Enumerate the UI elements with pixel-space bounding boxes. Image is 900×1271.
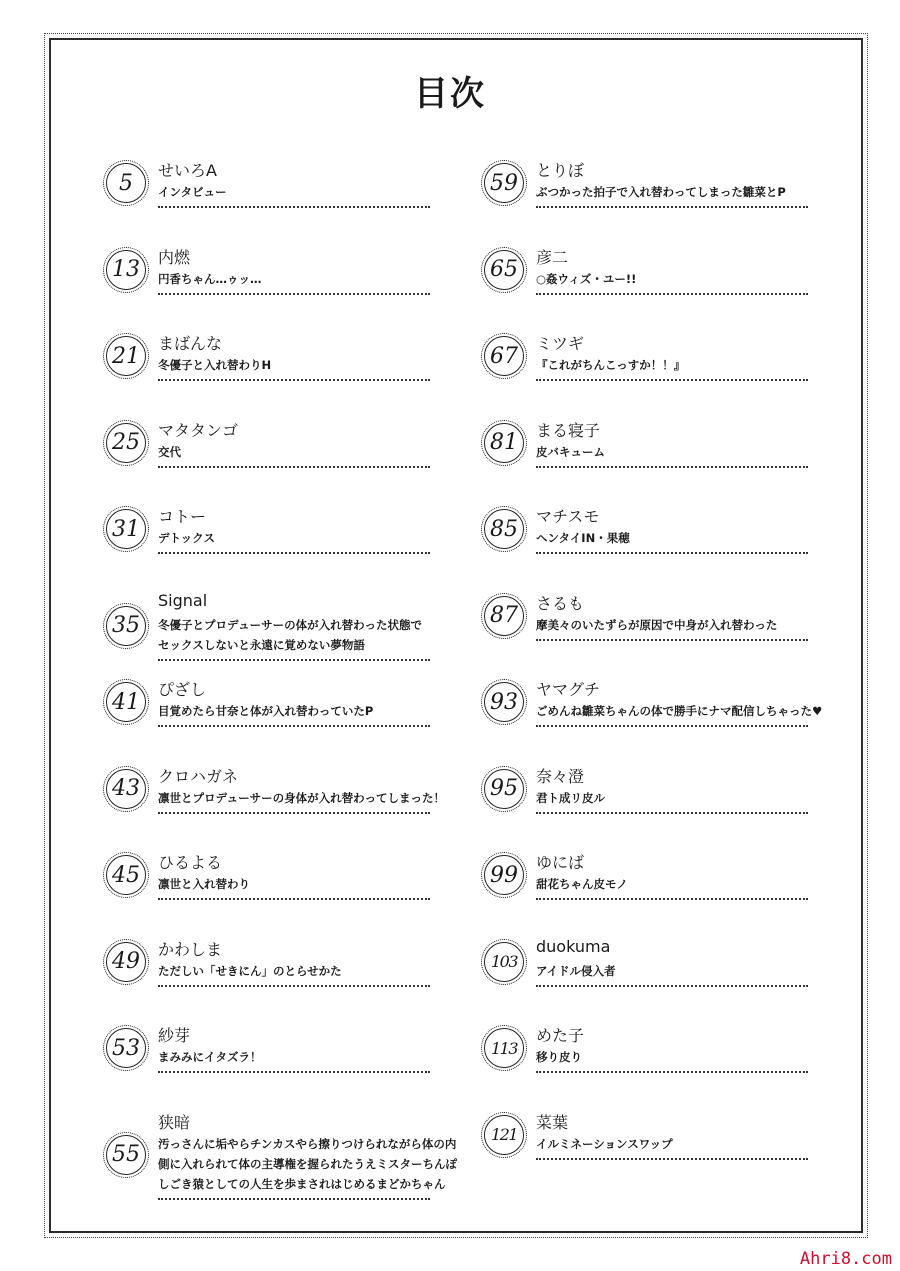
work-title-line: ごめんね雛菜ちゃんの体で勝手にナマ配信しちゃった♥ [536, 704, 823, 718]
author-name: めた子 [536, 1026, 585, 1045]
toc-entry[interactable] [484, 158, 814, 238]
dotted-leader-rule [158, 466, 430, 468]
work-title-line: ただしい「せきにん」のとらせかた [158, 963, 342, 978]
work-title [536, 269, 812, 289]
work-title-line: ぶつかった拍子で入れ替わってしまった雛菜とP [536, 185, 786, 199]
work-title-line: 凛世とプロデューサーの身体が入れ替わってしまった！ [158, 790, 446, 805]
work-title [536, 182, 812, 202]
work-title [158, 788, 446, 808]
toc-entry[interactable] [106, 850, 436, 930]
dotted-leader-rule [536, 985, 808, 987]
toc-entry[interactable] [484, 937, 814, 1017]
work-title-line: 甜花ちゃん皮モノ [536, 877, 628, 891]
dotted-leader-rule [158, 379, 430, 381]
page-number-badge: 5 [106, 163, 146, 203]
page-number-badge: 55 [106, 1135, 146, 1175]
work-title [536, 1047, 812, 1067]
dotted-leader-rule [158, 985, 430, 987]
work-title [536, 355, 812, 375]
toc-entry[interactable] [484, 1023, 814, 1103]
author-name: コトー [158, 507, 207, 526]
toc-entry[interactable] [484, 1110, 814, 1190]
dotted-leader-rule [158, 1071, 430, 1073]
dotted-leader-rule [536, 206, 808, 208]
toc-entry[interactable] [106, 764, 446, 844]
toc-entry[interactable] [484, 331, 814, 411]
work-title [158, 269, 434, 289]
dotted-leader-rule [536, 639, 808, 641]
work-title [158, 701, 434, 721]
work-title-line: 交代 [158, 444, 181, 459]
page-number-badge: 53 [106, 1028, 146, 1068]
toc-entry[interactable] [106, 245, 436, 325]
author-name: 菜葉 [536, 1112, 569, 1132]
page-number-badge: 41 [106, 682, 146, 722]
page-number-badge: 65 [484, 250, 524, 290]
page-number-badge: 95 [484, 769, 524, 809]
work-title [536, 874, 812, 894]
work-title-line: イルミネーションスワップ [536, 1136, 673, 1151]
work-title-line: 側に入れられて体の主導権を握られたうえミスターちんぽ [158, 1156, 457, 1171]
author-name: マタタンゴ [158, 420, 239, 440]
work-title-line: インタビュー [158, 185, 227, 199]
dotted-leader-rule [158, 812, 430, 814]
toc-entry[interactable] [106, 158, 436, 238]
work-title-line: セックスしないと永遠に覚めない夢物語 [158, 637, 365, 652]
work-title-line: 移り皮り [536, 1050, 582, 1064]
toc-entry[interactable] [106, 418, 436, 498]
toc-entry[interactable] [106, 331, 436, 411]
author-name: Signal [158, 590, 208, 610]
author-name: ぴざし [158, 680, 207, 699]
work-title-line: 目覚めたら甘奈と体が入れ替わっていたP [158, 704, 374, 718]
page-number-badge: 113 [484, 1028, 524, 1068]
dotted-leader-rule [536, 293, 808, 295]
page-title: 目次 [414, 74, 486, 114]
work-title [158, 182, 434, 202]
author-name: 奈々澄 [536, 766, 585, 786]
work-title [536, 788, 812, 808]
page-number-badge: 21 [106, 336, 146, 376]
author-name: ひるよる [158, 853, 223, 872]
work-title [158, 874, 434, 894]
page-number-badge: 59 [484, 163, 524, 203]
author-name: せいろA [158, 161, 217, 180]
author-name: クロハガネ [158, 766, 239, 786]
toc-entry[interactable] [484, 504, 814, 584]
work-title-line: ヘンタイIN・果穂 [536, 531, 630, 545]
work-title [158, 528, 434, 548]
dotted-leader-rule [158, 293, 430, 295]
page-number-badge: 43 [106, 769, 146, 809]
page-number-badge: 103 [484, 942, 524, 982]
dotted-leader-rule [536, 898, 808, 900]
work-title [536, 961, 812, 981]
work-title [536, 1134, 812, 1154]
author-name: とりぼ [536, 161, 585, 180]
work-title [158, 1047, 434, 1067]
page-number-badge: 45 [106, 855, 146, 895]
toc-entry[interactable] [484, 245, 814, 325]
author-name: かわしま [158, 939, 223, 959]
work-title [536, 528, 812, 548]
dotted-leader-rule [158, 725, 430, 727]
dotted-leader-rule [158, 1198, 430, 1200]
page-number-badge: 93 [484, 682, 524, 722]
dotted-leader-rule [536, 1071, 808, 1073]
work-title [536, 442, 812, 462]
author-name: 内燃 [158, 247, 191, 267]
dotted-leader-rule [536, 466, 808, 468]
work-title-line: 摩美々のいたずらが原因で中身が入れ替わった [536, 617, 778, 632]
work-title-line: 凛世と入れ替わり [158, 877, 250, 891]
work-title [158, 1134, 457, 1194]
work-title [536, 701, 823, 721]
author-name: 彦二 [536, 247, 569, 267]
toc-entry[interactable] [106, 504, 436, 584]
watermark: Ahri8.com [799, 1249, 892, 1269]
dotted-leader-rule [536, 1158, 808, 1160]
work-title-line: 皮バキューム [536, 444, 605, 459]
work-title-line: 冬優子と入れ替わりH [158, 358, 272, 372]
work-title-line: まみみにイタズラ！ [158, 1050, 262, 1064]
page-number-badge: 49 [106, 942, 146, 982]
toc-entry[interactable] [106, 677, 436, 757]
work-title [158, 442, 434, 462]
work-title-line: しごき猿としての人生を歩まされはじめるまどかちゃん [158, 1176, 446, 1191]
work-title-line: 冬優子とプロデューサーの体が入れ替わった状態で [158, 617, 423, 632]
author-name: まる寝子 [536, 420, 601, 440]
work-title-line: 『これがちんこっすか！！』 [536, 358, 686, 372]
page-number-badge: 13 [106, 250, 146, 290]
dotted-leader-rule [536, 812, 808, 814]
author-name: まばんな [158, 334, 223, 353]
page-number-badge: 67 [484, 336, 524, 376]
toc-entry[interactable] [106, 591, 436, 671]
work-title-line: アイドル侵入者 [536, 963, 616, 978]
page-number-badge: 99 [484, 855, 524, 895]
page-number-badge: 31 [106, 509, 146, 549]
toc-entry[interactable] [484, 764, 814, 844]
toc-entry[interactable] [484, 591, 814, 671]
dotted-leader-rule [536, 379, 808, 381]
page-number-badge: 87 [484, 596, 524, 636]
dotted-leader-rule [158, 552, 430, 554]
work-title-line: ○姦ウィズ・ユー!! [536, 271, 637, 286]
author-name: ミツギ [536, 334, 585, 353]
toc-entry[interactable] [484, 850, 814, 930]
work-title-line: 円香ちゃん…ゥッ… [158, 271, 262, 286]
dotted-leader-rule [158, 206, 430, 208]
author-name: 狭暗 [158, 1112, 191, 1132]
work-title [158, 355, 434, 375]
toc-entry[interactable] [106, 1110, 457, 1191]
page-number-badge: 85 [484, 509, 524, 549]
dotted-leader-rule [536, 725, 808, 727]
toc-entry[interactable] [484, 418, 814, 498]
page-number-badge: 81 [484, 423, 524, 463]
toc-entry[interactable] [106, 937, 436, 1017]
author-name: ゆにば [536, 853, 585, 872]
toc-entry[interactable] [106, 1023, 436, 1103]
page-number-badge: 35 [106, 606, 146, 646]
work-title-line: デトックス [158, 531, 216, 545]
dotted-leader-rule [536, 552, 808, 554]
work-title [158, 961, 434, 981]
work-title-line: 君ト成リ皮ル [536, 790, 605, 805]
dotted-leader-rule [158, 659, 430, 661]
page-number-badge: 25 [106, 423, 146, 463]
author-name: マチスモ [536, 507, 600, 526]
work-title [536, 615, 812, 635]
dotted-leader-rule [158, 898, 430, 900]
toc-entry[interactable] [484, 677, 823, 757]
author-name: duokuma [536, 936, 611, 956]
author-name: さるも [536, 593, 585, 613]
page-number-badge: 121 [484, 1115, 524, 1155]
author-name: 紗芽 [158, 1026, 191, 1045]
author-name: ヤマグチ [536, 680, 601, 699]
work-title [158, 615, 434, 655]
work-title-line: 汚っさんに垢やらチンカスやら擦りつけられながら体の内 [158, 1136, 457, 1151]
